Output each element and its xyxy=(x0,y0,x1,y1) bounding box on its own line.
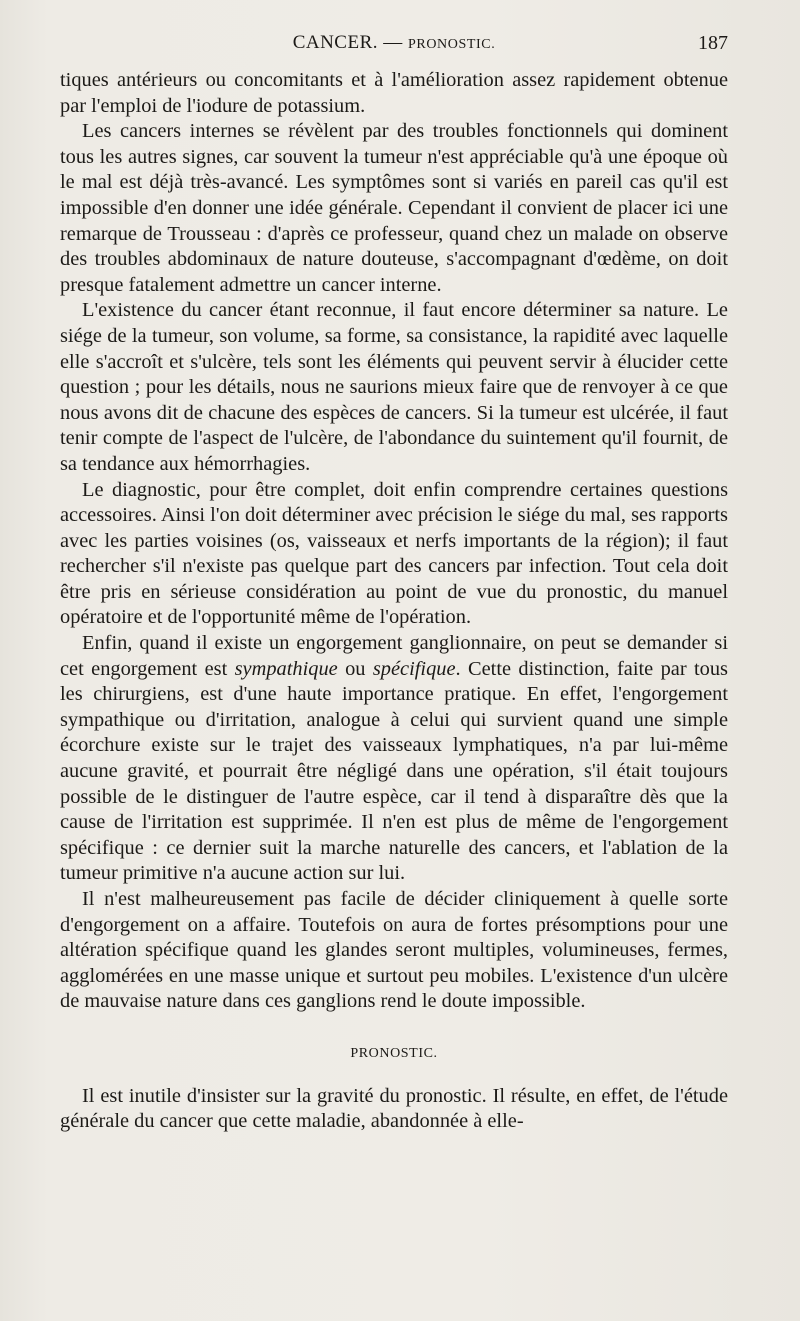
running-head-subtitle: PRONOSTIC. xyxy=(408,37,496,52)
paragraph-prognosis: Il est inutile d'insister sur la gravité du pronostic. Il résulte, en effet, de l'étude générale du cancer que cette maladie, abandonnée à elle- xyxy=(60,1084,728,1133)
paragraph-internal-cancers: Les cancers internes se révèlent par des troubles fonctionnels qui dominent tous les autres signes, car souvent la tumeur n'est appréciable qu'à une époque où le mal est déjà très-avancé. Les symptômes sont si variés en pareil cas qu'il est impossible d'en donner une idée générale. Cependant il convient de placer ici une remarque de Trousseau : d'après ce professeur, quand chez un malade on observe des troubles abdominaux de nature douteuse, s'accompagnant d'œdème, on doit presque fatalement admettre un cancer interne. xyxy=(60,120,728,296)
running-head-separator: — xyxy=(378,32,409,53)
paragraph-text: Enfin, quand il existe un engorgement ganglionnaire, on peut se demander si cet engorgement est xyxy=(60,632,728,680)
paragraph-diagnostic-questions: Le diagnostic, pour être complet, doit enfin comprendre certaines questions accessoires. Ainsi l'on doit déterminer avec précision le siége du mal, ses rapports avec les parties voisines (os, vaisseaux et nerfs importants de la région); il faut rechercher s'il n'existe pas quelque part des cancers par infection. Tout cela doit être pris en sérieuse considération au point de vue du pronostic, du manuel opératoire et de l'opportunité même de l'opération. xyxy=(60,478,728,629)
page-header xyxy=(60,32,728,58)
paragraph-lymph-engorgement xyxy=(60,631,728,887)
paragraph-continuation: tiques antérieurs ou concomitants et à l'amélioration assez rapidement obtenue par l'emploi de l'iodure de potassium. xyxy=(60,69,728,117)
paragraph-clinical-decision: Il n'est malheureusement pas facile de décider cliniquement à quelle sorte d'engorgement on a affaire. Toutefois on aura de fortes présomptions pour une altération spécifique quand les glandes seront multiples, volumineuses, fermes, agglomérées en une masse unique et surtout peu mobiles. L'existence d'un ulcère de mauvaise nature dans ces ganglions rend le doute impossible. xyxy=(60,888,728,1013)
running-head xyxy=(60,32,728,54)
page-number: 187 xyxy=(698,32,728,54)
paragraph-text: ou xyxy=(337,657,373,680)
italic-term-specifique: spécifique xyxy=(372,657,456,680)
italic-term-sympathique: sympathique xyxy=(234,657,338,680)
section-title: PRONOSTIC. xyxy=(350,1045,438,1061)
paragraph-text: . Cette distinction, faite par tous les chirurgiens, est d'une haute importance pratique. En effet, l'engorgement sympathique ou d'irritation, analogue à celui qui survient quand une simple écorchure existe sur le trajet des vaisseaux lymphatiques, n'a par lui-même aucune gravité, et pourrait être négligé dans une opération, s'il était toujours possible de le distinguer de l'autre espèce, car il tend à disparaître dès que la cause de l'irritation est supprimée. Il n'en est plus de même de l'engorgement spécifique : ce dernier suit la marche naturelle des cancers, et l'ablation de la tumeur primitive n'a aucune action sur lui. xyxy=(60,657,728,885)
paragraph-cancer-nature: L'existence du cancer étant reconnue, il faut encore déterminer sa nature. Le siége de la tumeur, son volume, sa forme, sa consistance, la rapidité avec laquelle elle s'accroît et s'ulcère, tels sont les éléments qui peuvent servir à élucider cette question ; pour les détails, nous ne saurions mieux faire que de renvoyer à ce que nous avons dit de chacune des espèces de cancers. Si la tumeur est ulcérée, il faut tenir compte de l'aspect de l'ulcère, de l'abondance du suintement qu'il fournit, de sa tendance aux hémorrhagies. xyxy=(60,299,728,475)
body-text xyxy=(60,68,728,1135)
running-head-title: CANCER. xyxy=(292,32,379,53)
